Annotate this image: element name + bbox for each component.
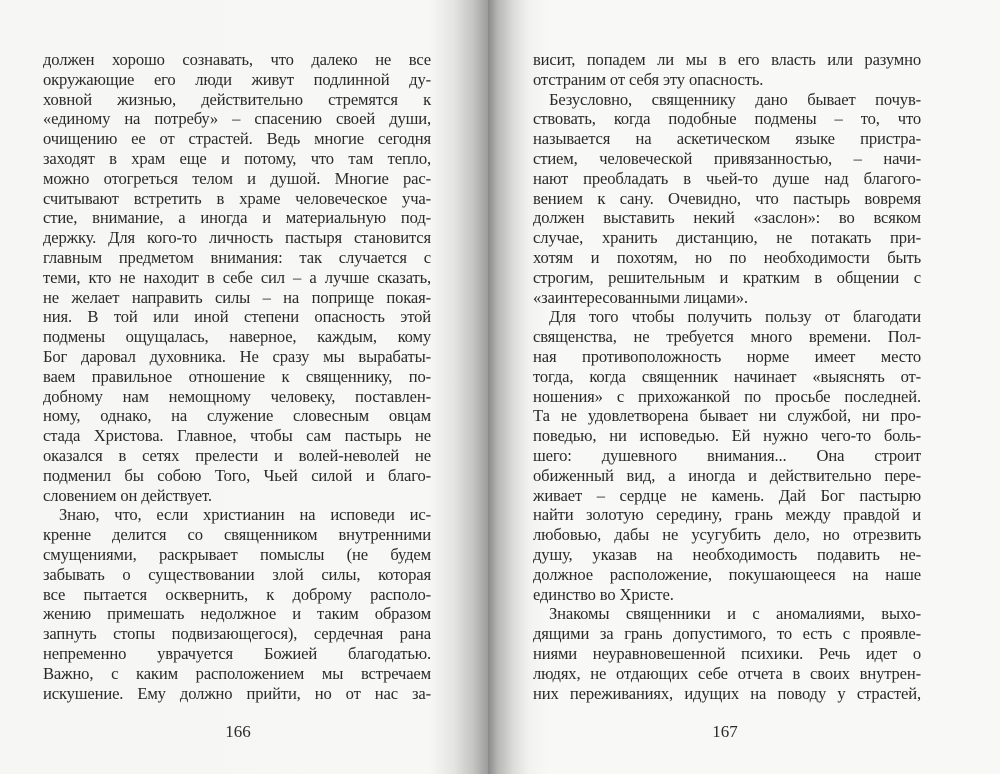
text-line: жению примешать недолжное и таким образом [43, 604, 431, 624]
text-line: Та не удовлетворена бывает ни службой, ни про- [533, 406, 921, 426]
text-line: стада Христова. Главное, чтобы сам пастырь не [43, 426, 431, 446]
text-line: очищению ее от страстей. Ведь многие сегодня [43, 129, 431, 149]
text-line: Знакомы священники и с аномалиями, выхо- [549, 604, 921, 624]
text-line: ствовать, когда подобные подмены – то, что [533, 109, 921, 129]
text-line: стием, человеческой привязанностью, – начи- [533, 148, 921, 168]
paragraph [533, 90, 921, 308]
text-line: тогда, когда священник начинает «выяснять от- [533, 366, 921, 386]
text-line: отстраним от себя эту опасность. [533, 69, 764, 89]
text-line: ния. В той или иной степени опасность этой [43, 307, 431, 327]
text-line: найти золотую середину, грань между правдой и [533, 505, 921, 525]
text-line: любовью, дабы не усугубить дело, но отрезвить [533, 525, 921, 545]
text-line: Бог даровал духовника. Не сразу мы вырабаты- [43, 346, 431, 366]
text-line: шего: душевного внимания... Она строит [533, 445, 921, 465]
text-line: людях, не отдающих себе отчета в своих внутрен- [533, 663, 921, 683]
text-line: запнуть стопы подвизающегося), сердечная рана [43, 624, 431, 644]
text-line: живает – сердце не камень. Дай Бог пастырю [533, 485, 921, 505]
text-line: хотям и похотям, но по необходимости быть [533, 247, 921, 267]
text-line: нают преобладать в чьей-то душе над благого- [533, 168, 921, 188]
text-line: священства, не требуется много времени. Пол- [533, 327, 921, 347]
text-line: ношения» с прихожанкой по просьбе последней. [533, 386, 921, 406]
right-page [488, 0, 1000, 774]
text-line: называется на аскетическом языке пристра- [533, 129, 921, 149]
text-line: случае, хранить дистанцию, не потакать при- [533, 228, 921, 248]
paragraph [533, 604, 921, 703]
text-line: душу, указав на необходимость подавить не- [533, 544, 921, 564]
text-line: ному, однако, на служение словесным овцам [43, 406, 431, 426]
text-line: единство во Христе. [533, 584, 674, 604]
text-line: подменил бы собою Того, Чьей силой и благо- [43, 465, 431, 485]
text-line: непременно уврачуется Божией благодатью. [43, 643, 431, 663]
text-line: теми, кто не находит в себе сил – а лучше сказать, [43, 267, 431, 287]
text-line: поведью, ни исповедью. Ей нужно чего-то боль- [533, 426, 921, 446]
text-line: «заинтересованными лицами». [533, 287, 748, 307]
text-line: обиженный вид, а иногда и действительно пере- [533, 465, 921, 485]
text-line: словением он действует. [43, 485, 212, 505]
text-line: вением к сану. Очевидно, что пастырь вовремя [533, 188, 921, 208]
text-line: «единому на потребу» – спасению своей души, [43, 109, 431, 129]
text-line: Для того чтобы получить пользу от благодати [549, 307, 921, 327]
text-line: заходят в храм еще и потому, что там тепло, [43, 148, 431, 168]
text-line: держку. Для кого-то личность пастыря становится [43, 228, 431, 248]
text-line: Знаю, что, если христианин на исповеди ис- [59, 505, 431, 525]
text-line: можно отогреться телом и душой. Многие рас- [43, 168, 431, 188]
text-line: Безусловно, священнику дано бывает почув- [549, 89, 921, 109]
text-line: кренне делится со священником внутренними [43, 525, 431, 545]
text-line: смущениями, раскрывает помыслы (не будем [43, 544, 431, 564]
left-page [0, 0, 488, 774]
paragraph [533, 307, 921, 604]
text-line: все пытается осквернить, к доброму располо- [43, 584, 431, 604]
right-page-text [533, 50, 921, 703]
paragraph [533, 50, 921, 90]
paragraph [43, 50, 431, 505]
text-line: ховной жизнью, действительно стремятся к [43, 89, 431, 109]
text-line: окружающие его люди живут подлинной ду- [43, 69, 431, 89]
text-line: главным предметом внимания: так случается с [43, 247, 431, 267]
text-line: висит, попадем ли мы в его власть или разумно [533, 50, 921, 69]
page-number: 166 [225, 722, 251, 741]
paragraph [43, 505, 431, 703]
text-line: искушение. Ему должно прийти, но от нас за- [43, 683, 431, 703]
text-line: строгим, решительным и кратким в общении с [533, 267, 921, 287]
text-line: ная противоположность норме имеет место [533, 346, 921, 366]
page-number: 167 [712, 722, 738, 741]
text-line: дящими за грань допустимого, то есть с проявле- [533, 624, 921, 644]
text-line: забывать о существовании злой силы, которая [43, 564, 431, 584]
text-line: ниями неуравновешенной психики. Речь идет о [533, 643, 921, 663]
text-line: должен хорошо сознавать, что далеко не все [43, 50, 431, 69]
text-line: оказался в сетях прелести и волей-неволей не [43, 445, 431, 465]
left-page-text [43, 50, 431, 703]
text-line: должное расположение, покушающееся на наше [533, 564, 921, 584]
text-line: Важно, с каким расположением мы встречаем [43, 663, 431, 683]
text-line: считывают встретить в храме человеческое уча- [43, 188, 431, 208]
text-line: подмены ощущалась, наверное, каждым, кому [43, 327, 431, 347]
text-line: стие, внимание, а иногда и материальную под- [43, 208, 431, 228]
text-line: не желает направить силы – на поприще покая- [43, 287, 431, 307]
text-line: добному нам немощному человеку, поставлен- [43, 386, 431, 406]
text-line: них переживаниях, идущих на поводу у страстей, [533, 683, 921, 703]
text-line: должен выставить некий «заслон»: во всяком [533, 208, 921, 228]
text-line: ваем правильное отношение к священнику, по- [43, 366, 431, 386]
